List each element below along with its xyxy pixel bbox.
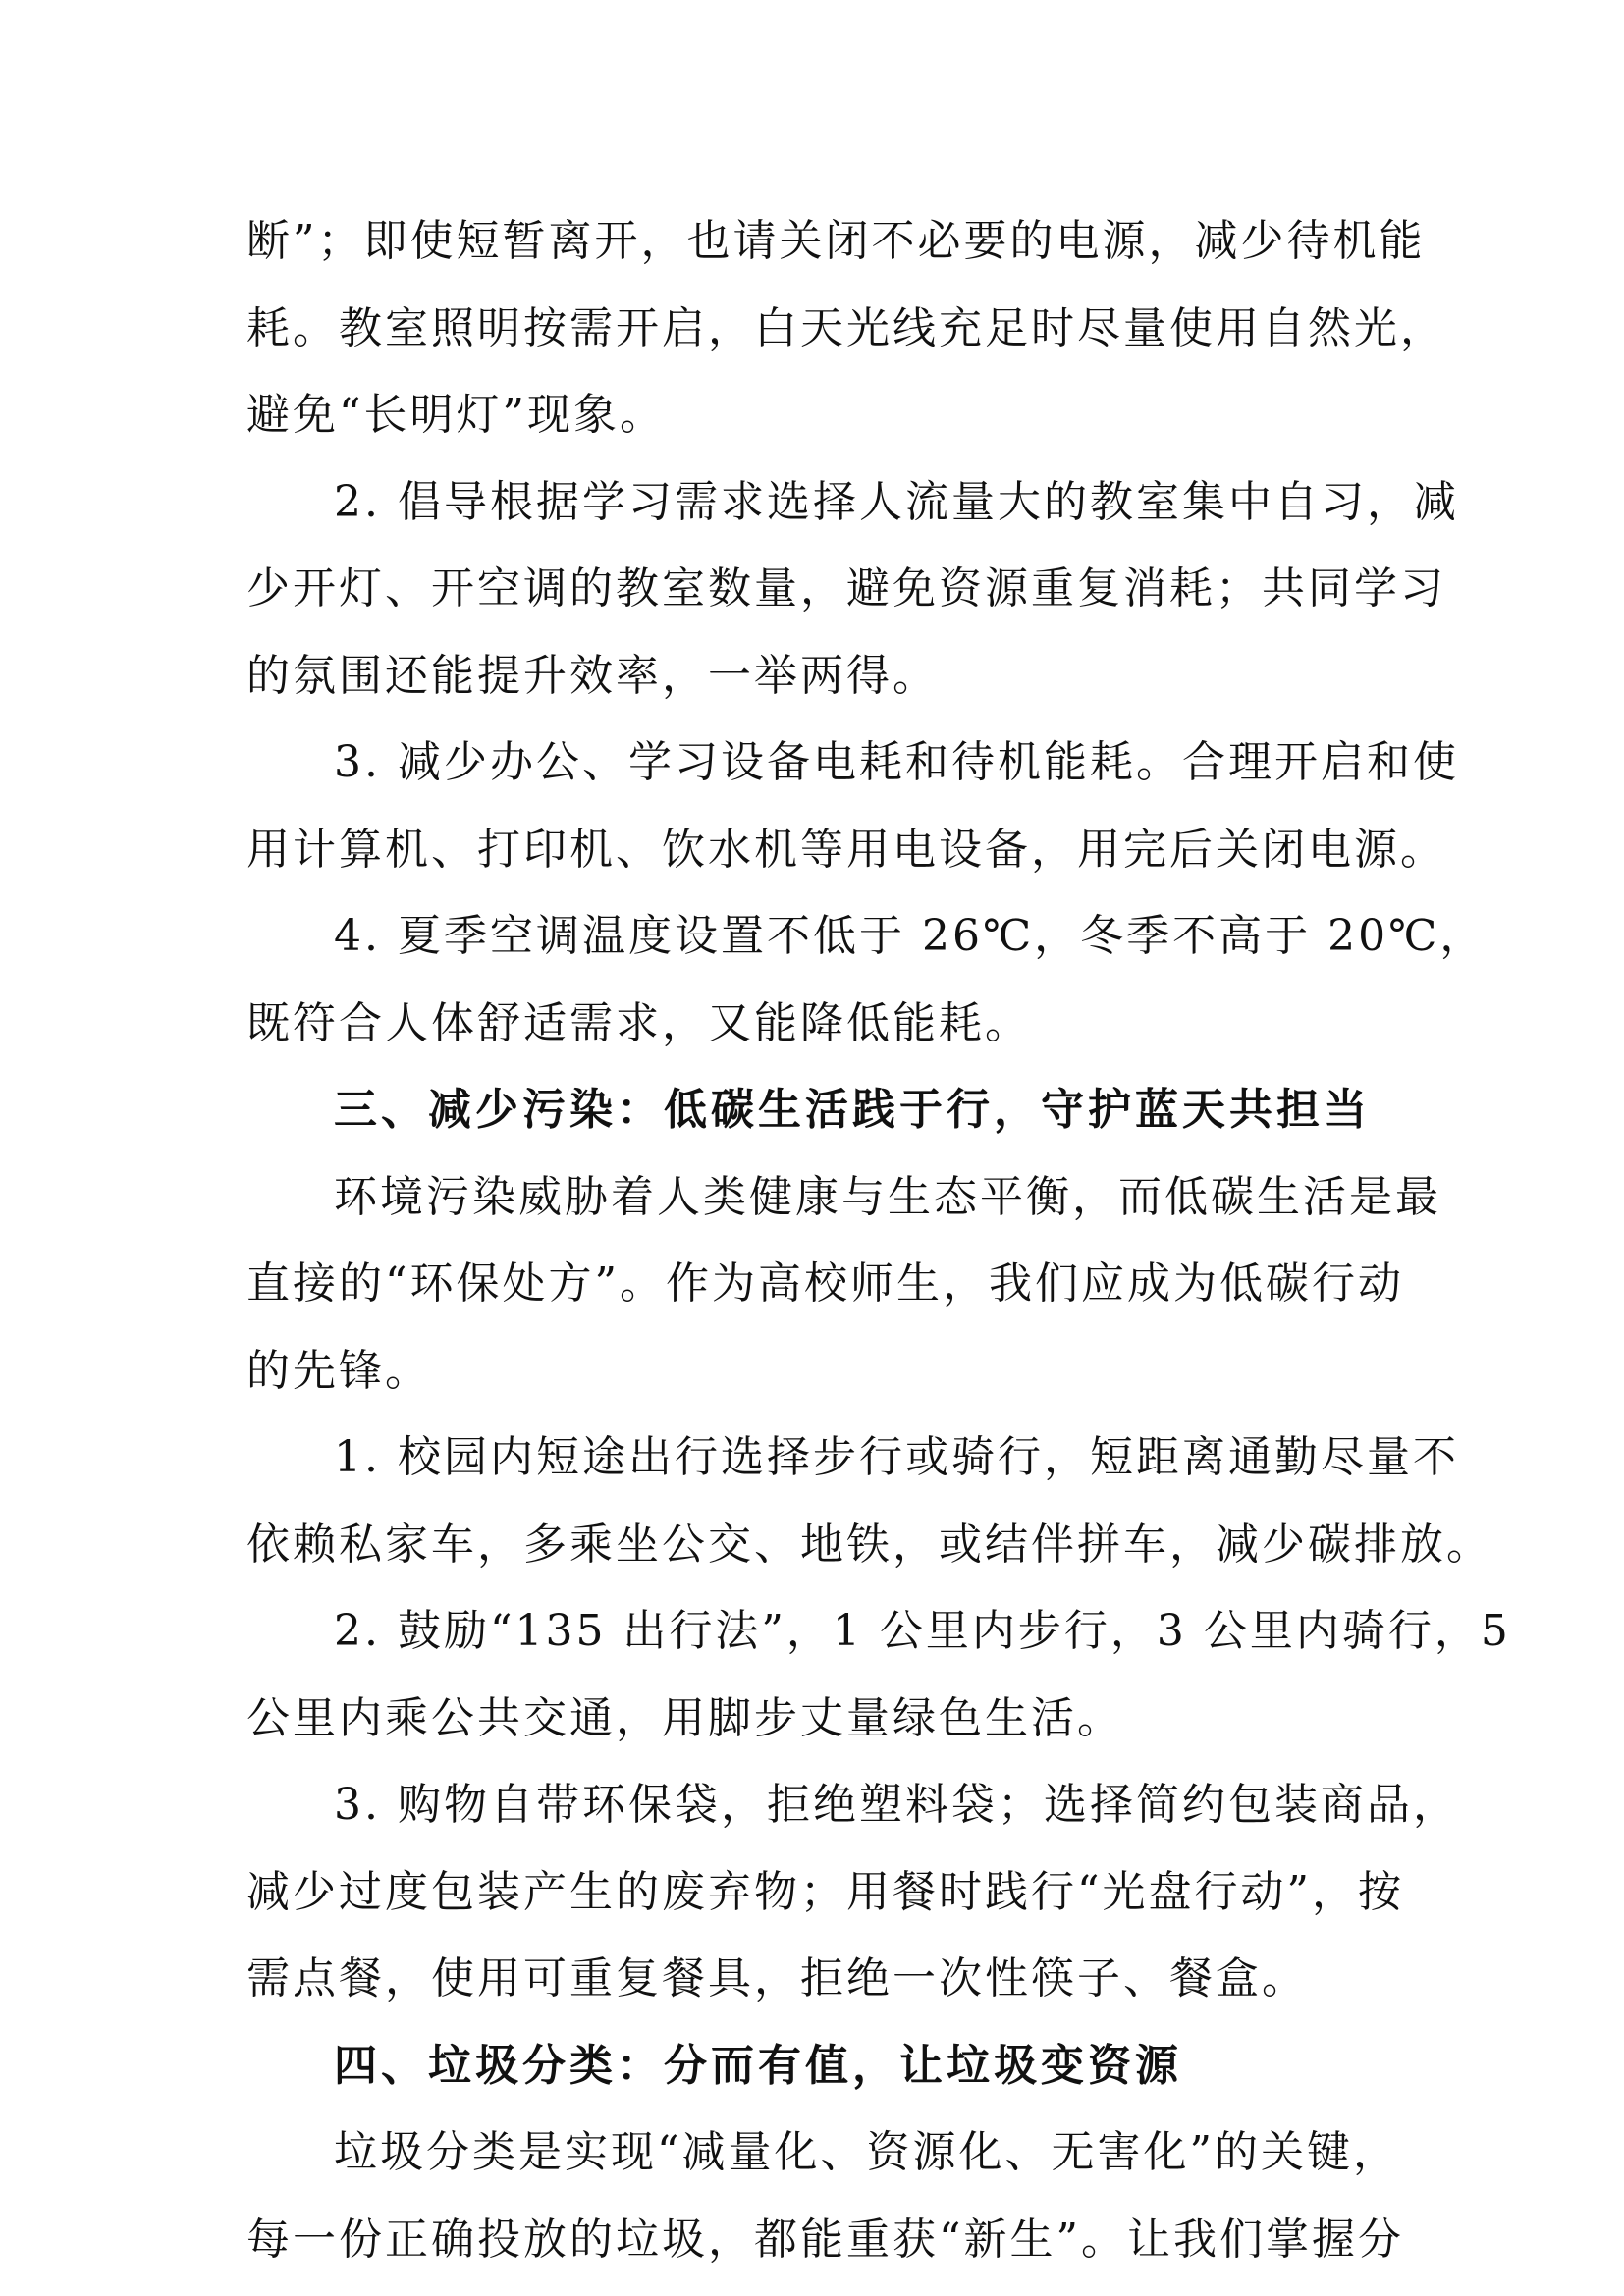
text-line: 2. 鼓励“135 出行法”，1 公里内步行，3 公里内骑行，5: [334, 1606, 1511, 1656]
text-line: 需点餐，使用可重复餐具，拒绝一次性筷子、餐盒。: [246, 1953, 1308, 2003]
text-line: 每一份正确投放的垃圾，都能重获“新生”。让我们掌握分: [246, 2215, 1404, 2265]
text-line: 垃圾分类是实现“减量化、资源化、无害化”的关键，: [334, 2127, 1399, 2177]
section-heading: 三、减少污染：低碳生活践于行，守护蓝天共担当: [334, 1085, 1371, 1135]
text-line: 既符合人体舒适需求，又能降低能耗。: [246, 998, 1031, 1048]
text-line: 3. 购物自带环保袋，拒绝塑料袋；选择简约包装商品，: [334, 1780, 1459, 1830]
text-line: 减少过度包装产生的废弃物；用餐时践行“光盘行动”，按: [246, 1867, 1404, 1917]
text-line: 用计算机、打印机、饮水机等用电设备，用完后关闭电源。: [246, 825, 1446, 875]
text-line: 避免“长明灯”现象。: [246, 390, 666, 440]
text-line: 环境污染威胁着人类健康与生态平衡，而低碳生活是最: [334, 1172, 1441, 1222]
text-line: 直接的“环保处方”。作为高校师生，我们应成为低碳行动: [246, 1258, 1404, 1308]
text-line: 3. 减少办公、学习设备电耗和待机能耗。合理开启和使: [334, 737, 1459, 787]
text-line: 断”；即使短暂离开，也请关闭不必要的电源，减少待机能: [246, 216, 1426, 266]
text-line: 依赖私家车，多乘坐公交、地铁，或结伴拼车，减少碳排放。: [246, 1520, 1492, 1570]
text-line: 耗。教室照明按需开启，白天光线充足时尽量使用自然光，: [246, 303, 1446, 353]
section-heading: 四、垃圾分类：分而有值，让垃圾变资源: [334, 2041, 1182, 2091]
text-line: 4. 夏季空调温度设置不低于 26℃，冬季不高于 20℃，: [334, 911, 1487, 961]
text-line: 的氛围还能提升效率，一举两得。: [246, 651, 939, 701]
text-line: 2. 倡导根据学习需求选择人流量大的教室集中自习，减: [334, 477, 1459, 527]
text-line: 1. 校园内短途出行选择步行或骑行，短距离通勤尽量不: [334, 1432, 1459, 1482]
text-line: 少开灯、开空调的教室数量，避免资源重复消耗；共同学习: [246, 563, 1446, 614]
text-line: 的先锋。: [246, 1346, 431, 1396]
text-line: 公里内乘公共交通，用脚步丈量绿色生活。: [246, 1693, 1123, 1743]
